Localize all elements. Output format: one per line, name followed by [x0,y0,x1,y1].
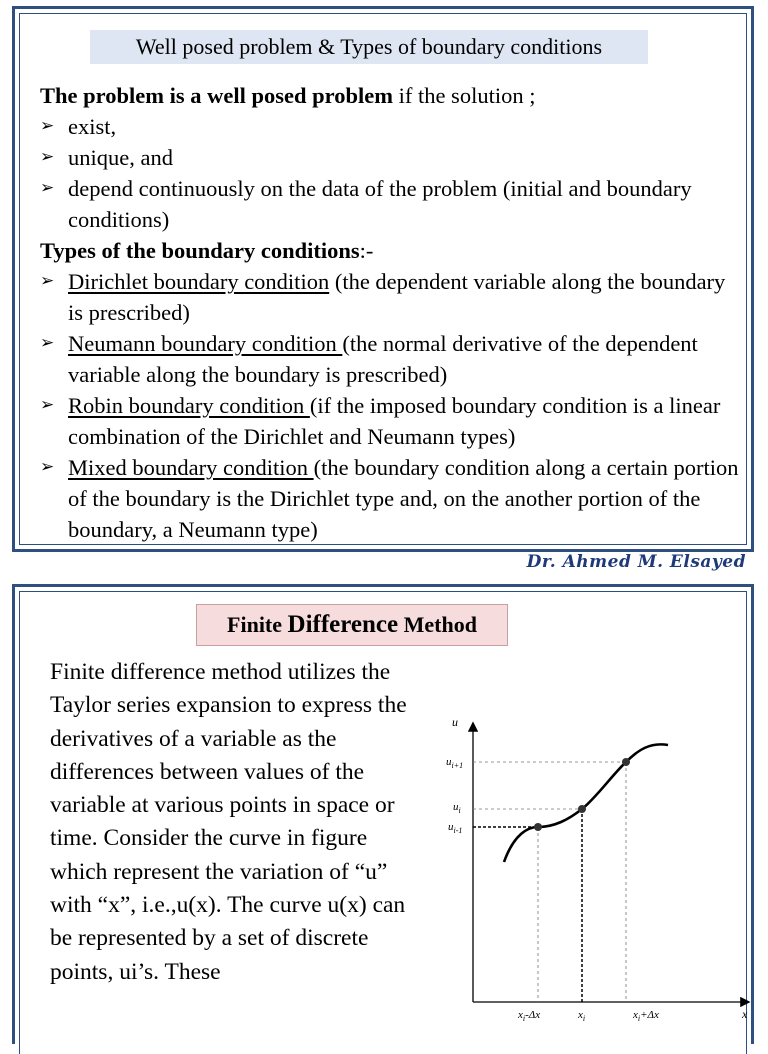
slide-inner-border [19,13,747,545]
author-signature: Dr. Ahmed M. Elsayed [526,552,746,572]
point-u-i [578,805,586,813]
condition-item [40,142,740,173]
point-u-i-minus-1 [534,823,542,831]
y-tick-u-i-minus-1: $u_{i-1}$ [448,821,463,835]
point-u-i-plus-1 [622,758,630,766]
condition-text: depend continuously on the data of the problem (initial and boundary conditions) [68,176,692,232]
x-tick-x-i: $x_i$ [578,1009,586,1022]
type-desc: (the normal derivative of the dependent variable along the boundary is prescribed) [68,331,698,387]
arrow-bullet-icon: ➢ [40,457,55,477]
slide-title [196,604,508,646]
type-item-neumann [40,328,740,390]
type-item-robin [40,390,740,452]
arrow-bullet-icon: ➢ [40,333,55,353]
type-name: Dirichlet boundary condition [68,269,330,294]
slide-title: Well posed problem & Types of boundary conditions [90,30,648,64]
x-axis-label: x [742,1007,748,1021]
x-tick-x-i-plus-dx: $x_i+\Delta x$ [633,1009,659,1022]
type-item-dirichlet [40,266,740,328]
y-tick-u-i: $u_i$ [453,801,461,815]
condition-item [40,111,740,142]
types-heading-suffix: :- [359,238,374,263]
type-desc: (the dependent variable along the boundary is prescribed) [68,269,726,325]
type-name: Robin boundary condition [68,393,310,418]
types-heading-line [40,235,740,266]
types-heading: Types of the boundary conditions [40,238,360,263]
condition-item [40,173,740,235]
type-item-mixed [40,452,740,545]
title-part: Finite [227,612,288,637]
type-desc: (the boundary condition along a certain portion of the boundary is the Dirichlet type and, on the another portion of the boundary, a Neumann type) [68,455,739,542]
arrow-bullet-icon: ➢ [40,395,55,415]
slide-finite-difference [12,584,754,1044]
title-part: Method [398,612,477,637]
arrow-bullet-icon: ➢ [40,147,55,167]
condition-text: exist, [68,114,117,139]
slide-inner-border [19,591,747,1054]
slide-content [40,80,740,545]
arrow-bullet-icon: ➢ [40,178,55,198]
intro-bold: The problem is a well posed problem [40,83,393,108]
intro-rest: if the solution ; [392,83,536,108]
body-text: Finite difference method utilizes the Taylor series expansion to express the derivatives of a variable as the differences between values of the variable at various points in space or time. Consider the curve in figure which represent the variation of “u” with “x”, i.e.,u(x). The curve u(x) can be represented by a set of discrete points, ui’s. These [50,659,407,985]
slide-well-posed [12,6,754,552]
slide-body [50,656,430,989]
type-name: Mixed boundary condition [68,455,314,480]
title-part: Difference [287,611,399,638]
arrow-bullet-icon: ➢ [40,271,55,291]
intro-line [40,80,740,111]
y-tick-u-i-plus-1: $u_{i+1}$ [446,756,464,770]
condition-text: unique, and [68,145,173,170]
type-desc: (if the imposed boundary condition is a linear combination of the Dirichlet and Neumann types) [68,393,721,449]
y-axis-label: u [452,715,458,729]
arrow-bullet-icon: ➢ [40,116,55,136]
x-tick-x-i-minus-dx: $x_i-\Delta x$ [518,1009,541,1022]
taylor-curve-figure [428,712,758,1022]
type-name: Neumann boundary condition [68,331,343,356]
